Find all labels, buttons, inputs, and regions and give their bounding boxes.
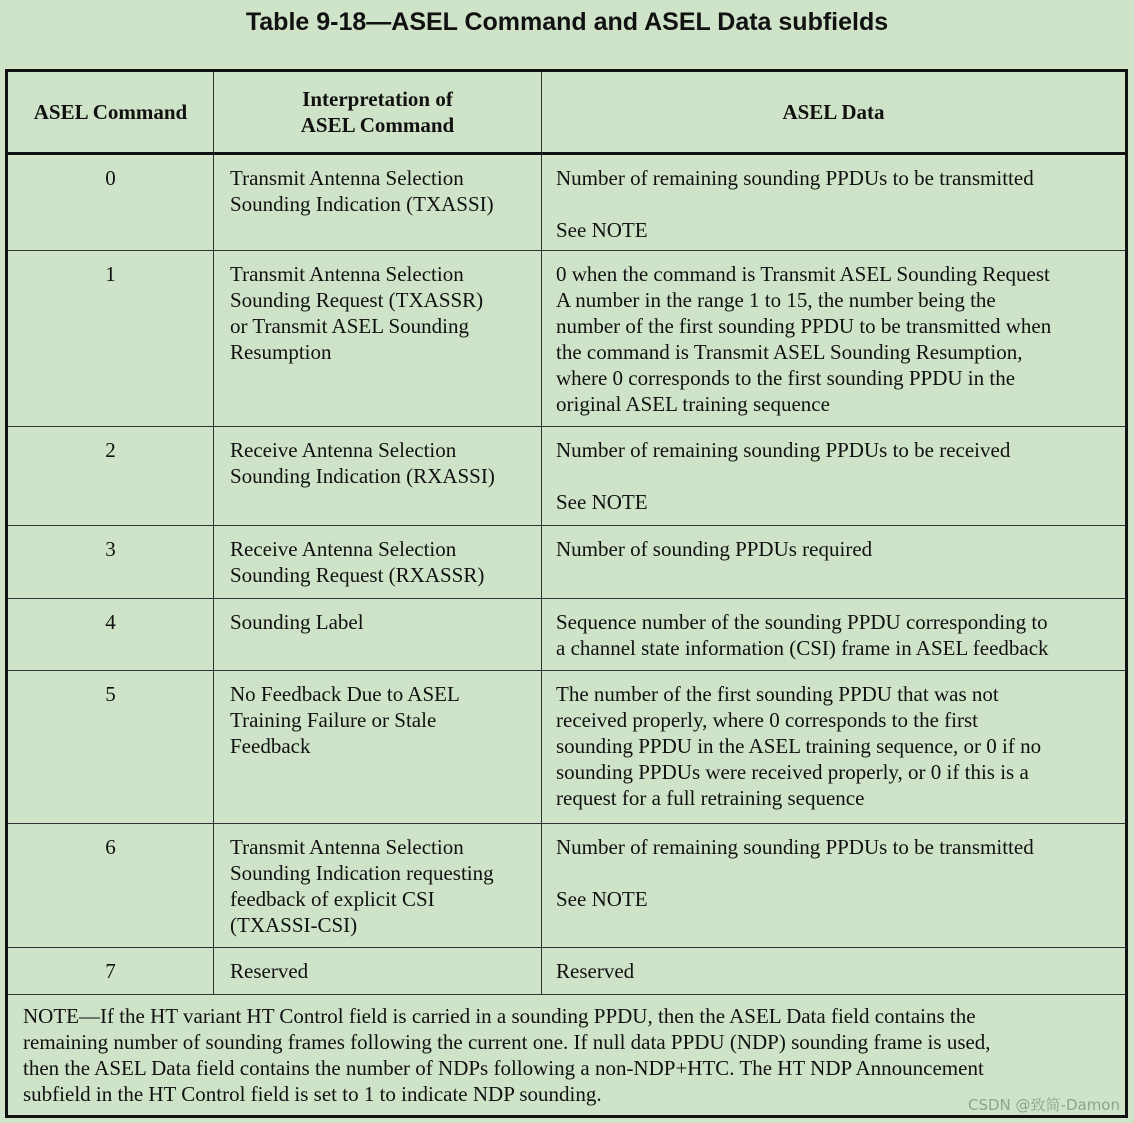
asel-data-line: a channel state information (CSI) frame in ASEL feedback [556, 636, 1049, 660]
asel-data-cell [542, 526, 1127, 599]
asel-data-line: original ASEL training sequence [556, 392, 830, 416]
interpretation-line: Training Failure or Stale [230, 708, 437, 732]
asel-command-value: 2 [7, 427, 214, 526]
interpretation-line: or Transmit ASEL Sounding [230, 314, 470, 338]
asel-data-line: Number of remaining sounding PPDUs to be received [556, 438, 1011, 462]
header-interpretation-line1: Interpretation of [302, 87, 453, 111]
watermark: CSDN @致简-Damon [968, 1096, 1120, 1114]
interpretation-line: Resumption [230, 340, 332, 364]
asel-data-line: received properly, where 0 corresponds to the first [556, 708, 978, 732]
interpretation-line: Sounding Label [230, 610, 364, 634]
header-row [7, 71, 1127, 154]
see-note-reference: See NOTE [556, 218, 648, 242]
interpretation-line: No Feedback Due to ASEL [230, 682, 460, 706]
asel-data-line: The number of the first sounding PPDU that was not [556, 682, 999, 706]
table-title: Table 9-18—ASEL Command and ASEL Data subfields [245, 8, 889, 36]
interpretation-line: Transmit Antenna Selection [230, 262, 464, 286]
asel-data-line: Number of sounding PPDUs required [556, 537, 873, 561]
asel-data-line: request for a full retraining sequence [556, 786, 865, 810]
asel-data-line: 0 when the command is Transmit ASEL Sounding Request [556, 262, 1050, 286]
interpretation-cell [214, 526, 542, 599]
asel-command-value: 3 [7, 526, 214, 599]
interpretation-cell [214, 154, 542, 251]
header-interpretation [214, 71, 542, 154]
interpretation-line: feedback of explicit CSI [230, 887, 435, 911]
interpretation-line: Transmit Antenna Selection [230, 166, 464, 190]
asel-data-cell [542, 427, 1127, 526]
asel-command-value: 6 [7, 824, 214, 948]
asel-data-line: A number in the range 1 to 15, the number being the [556, 288, 996, 312]
note-cell [7, 995, 1127, 1117]
interpretation-cell [214, 251, 542, 427]
asel-data-cell [542, 671, 1127, 824]
note-line: NOTE—If the HT variant HT Control field is carried in a sounding PPDU, then the ASEL Data field contains the [23, 1004, 976, 1028]
note-row [7, 995, 1127, 1117]
asel-data-line: Number of remaining sounding PPDUs to be transmitted [556, 166, 1034, 190]
see-note-reference: See NOTE [556, 490, 648, 514]
asel-data-cell [542, 824, 1127, 948]
interpretation-line: Sounding Request (TXASSR) [230, 288, 484, 312]
interpretation-cell [214, 948, 542, 995]
note-line: remaining number of sounding frames following the current one. If null data PPDU (NDP) sounding frame is used, [23, 1030, 991, 1054]
table-row [7, 251, 1127, 427]
asel-command-value: 1 [7, 251, 214, 427]
asel-data-line: Sequence number of the sounding PPDU corresponding to [556, 610, 1048, 634]
interpretation-line: Feedback [230, 734, 311, 758]
header-interpretation-line2: ASEL Command [300, 113, 455, 137]
header-asel-command: ASEL Command [7, 71, 214, 154]
note-line: subfield in the HT Control field is set to 1 to indicate NDP sounding. [23, 1082, 602, 1106]
asel-command-value: 4 [7, 599, 214, 671]
table-row [7, 599, 1127, 671]
spacer [556, 463, 1115, 489]
see-note-reference: See NOTE [556, 887, 648, 911]
table-row [7, 427, 1127, 526]
table-row [7, 526, 1127, 599]
asel-data-cell [542, 154, 1127, 251]
interpretation-cell [214, 671, 542, 824]
interpretation-line: Transmit Antenna Selection [230, 835, 464, 859]
interpretation-line: (TXASSI-CSI) [230, 913, 358, 937]
asel-data-line: sounding PPDUs were received properly, or 0 if this is a [556, 760, 1029, 784]
interpretation-cell [214, 599, 542, 671]
interpretation-line: Receive Antenna Selection [230, 438, 457, 462]
table-row [7, 671, 1127, 824]
asel-data-line: number of the first sounding PPDU to be transmitted when [556, 314, 1052, 338]
table-row [7, 154, 1127, 251]
interpretation-line: Receive Antenna Selection [230, 537, 457, 561]
asel-data-cell [542, 948, 1127, 995]
interpretation-line: Sounding Request (RXASSR) [230, 563, 485, 587]
asel-command-value: 5 [7, 671, 214, 824]
asel-data-cell [542, 599, 1127, 671]
asel-data-line: Number of remaining sounding PPDUs to be transmitted [556, 835, 1034, 859]
interpretation-cell [214, 427, 542, 526]
asel-command-value: 7 [7, 948, 214, 995]
table-body [7, 154, 1127, 995]
interpretation-line: Reserved [230, 959, 309, 983]
spacer [556, 860, 1115, 886]
note-line: then the ASEL Data field contains the number of NDPs following a non-NDP+HTC. The HT NDP Announcement [23, 1056, 984, 1080]
asel-data-line: where 0 corresponds to the first sounding PPDU in the [556, 366, 1016, 390]
interpretation-line: Sounding Indication requesting [230, 861, 494, 885]
table-row [7, 824, 1127, 948]
asel-table [5, 69, 1128, 1118]
interpretation-cell [214, 824, 542, 948]
spacer [556, 191, 1115, 217]
interpretation-line: Sounding Indication (TXASSI) [230, 192, 494, 216]
table-row [7, 948, 1127, 995]
asel-data-line: sounding PPDU in the ASEL training sequence, or 0 if no [556, 734, 1042, 758]
asel-data-line: the command is Transmit ASEL Sounding Resumption, [556, 340, 1023, 364]
interpretation-line: Sounding Indication (RXASSI) [230, 464, 495, 488]
asel-data-line: Reserved [556, 959, 635, 983]
asel-data-cell [542, 251, 1127, 427]
asel-command-value: 0 [7, 154, 214, 251]
header-asel-data: ASEL Data [542, 71, 1127, 154]
